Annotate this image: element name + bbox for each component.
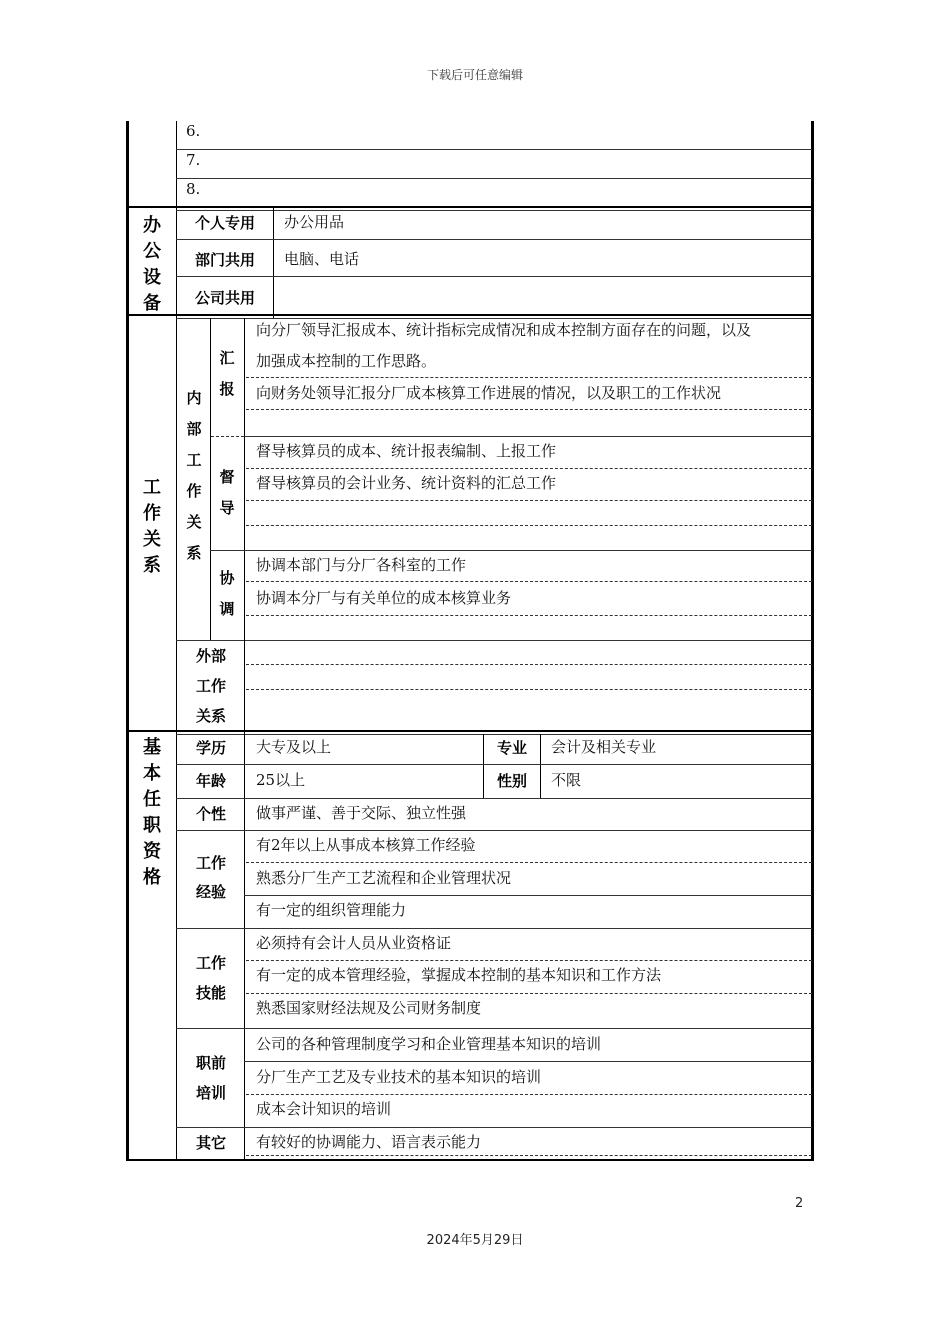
row-divider [176,640,812,641]
gender-value: 不限 [551,771,582,789]
page-header-note: 下载后可任意编辑 [426,68,523,82]
dashed-line [246,615,812,616]
education-label: 学历 [195,739,226,757]
section-border [126,730,814,732]
office-equipment-title: 办公设备 [143,215,161,314]
dashed-line [211,436,244,437]
report-line: 向分厂领导汇报成本、统计指标完成情况和成本控制方面存在的问题，以及 [256,321,752,339]
other-label: 其它 [195,1134,226,1152]
table-right-border [811,121,814,1161]
dashed-line [246,468,812,469]
dashed-line [246,525,812,526]
coordinate-label: 协调 [219,569,235,618]
row-label: 个人专用 [194,214,255,232]
external-relations-label: 工作 [195,677,226,695]
supervise-label: 督导 [219,468,235,517]
experience-item: 熟悉分厂生产工艺流程和企业管理状况 [256,869,512,887]
report-label: 汇报 [219,349,235,398]
section-border [176,734,812,735]
page-number: 2 [795,1196,804,1211]
list-item: 6. [186,122,201,140]
dashed-line [246,1155,812,1156]
major-label: 专业 [496,739,527,757]
dashed-line [246,664,812,665]
training-item: 公司的各种管理制度学习和企业管理基本知识的培训 [256,1035,602,1053]
external-relations-label: 关系 [195,707,226,725]
column-divider [273,207,274,318]
row-divider [210,550,812,551]
dashed-line [246,500,812,501]
row-divider [176,178,812,179]
training-item: 成本会计知识的培训 [256,1100,392,1118]
dashed-line [246,1094,812,1095]
table-bottom-border [126,1159,814,1161]
education-value: 大专及以上 [256,738,332,756]
row-label: 公司共用 [194,289,255,307]
gender-label: 性别 [496,772,527,790]
dashed-line [246,409,812,410]
skills-item: 熟悉国家财经法规及公司财务制度 [256,999,482,1017]
experience-label: 经验 [195,883,226,901]
table-left-border [126,121,129,1161]
section-divider [176,121,177,1161]
footer-date: 2024年5月29日 [426,1233,524,1248]
dashed-line [246,862,812,863]
work-relations-title: 工作关系 [143,477,161,576]
dashed-line [246,377,812,378]
age-value: 25以上 [256,771,306,789]
column-divider [244,730,245,1160]
section-border [126,206,814,208]
experience-label: 工作 [195,854,226,872]
row-divider [176,764,812,765]
internal-relations-label: 内部工作关系 [186,389,202,562]
training-label: 职前 [195,1054,226,1072]
row-value: 办公用品 [284,213,345,231]
coordinate-line: 协调本分厂与有关单位的成本核算业务 [256,589,512,607]
other-value: 有较好的协调能力、语言表示能力 [256,1133,482,1151]
column-divider [244,318,245,640]
experience-item: 有2年以上从事成本核算工作经验 [256,836,476,854]
row-divider [176,276,812,277]
list-item: 7. [186,151,201,169]
qualifications-title: 基本任职资格 [143,737,161,888]
supervise-line: 督导核算员的成本、统计报表编制、上报工作 [256,442,557,460]
row-divider [176,239,812,240]
row-divider [244,436,812,437]
section-border [126,314,814,316]
training-item: 分厂生产工艺及专业技术的基本知识的培训 [256,1068,542,1086]
dashed-line [246,689,812,690]
training-label: 培训 [195,1084,226,1102]
experience-item: 有一定的组织管理能力 [256,901,407,919]
age-label: 年龄 [195,772,226,790]
job-description-table [126,121,816,1161]
row-label: 部门共用 [194,251,255,269]
major-value: 会计及相关专业 [551,738,657,756]
row-divider [176,149,812,150]
column-divider [483,734,484,798]
row-divider [176,798,812,799]
row-divider [244,895,812,896]
row-value: 电脑、电话 [284,250,360,268]
external-relations-label: 外部 [195,647,226,665]
section-border [176,210,812,211]
report-line: 加强成本控制的工作思路。 [256,352,437,370]
skills-label: 技能 [195,984,226,1002]
report-line: 向财务处领导汇报分厂成本核算工作进展的情况，以及职工的工作状况 [256,384,722,402]
skills-item: 必须持有会计人员从业资格证 [256,934,452,952]
column-divider [244,640,245,730]
row-divider [176,830,812,831]
dashed-line [246,993,812,994]
supervise-line: 督导核算员的会计业务、统计资料的汇总工作 [256,474,557,492]
section-border [176,318,812,319]
personality-value: 做事严谨、善于交际、独立性强 [256,804,467,822]
row-divider [176,928,812,929]
personality-label: 个性 [195,805,226,823]
row-divider [176,1127,812,1128]
coordinate-line: 协调本部门与分厂各科室的工作 [256,556,467,574]
column-divider [210,318,211,640]
column-divider [540,734,541,798]
skills-item: 有一定的成本管理经验，掌握成本控制的基本知识和工作方法 [256,966,662,984]
dashed-line [246,581,812,582]
skills-label: 工作 [195,954,226,972]
list-item: 8. [186,180,201,198]
row-divider [244,1061,812,1062]
row-divider [176,1028,812,1029]
dashed-line [246,960,812,961]
